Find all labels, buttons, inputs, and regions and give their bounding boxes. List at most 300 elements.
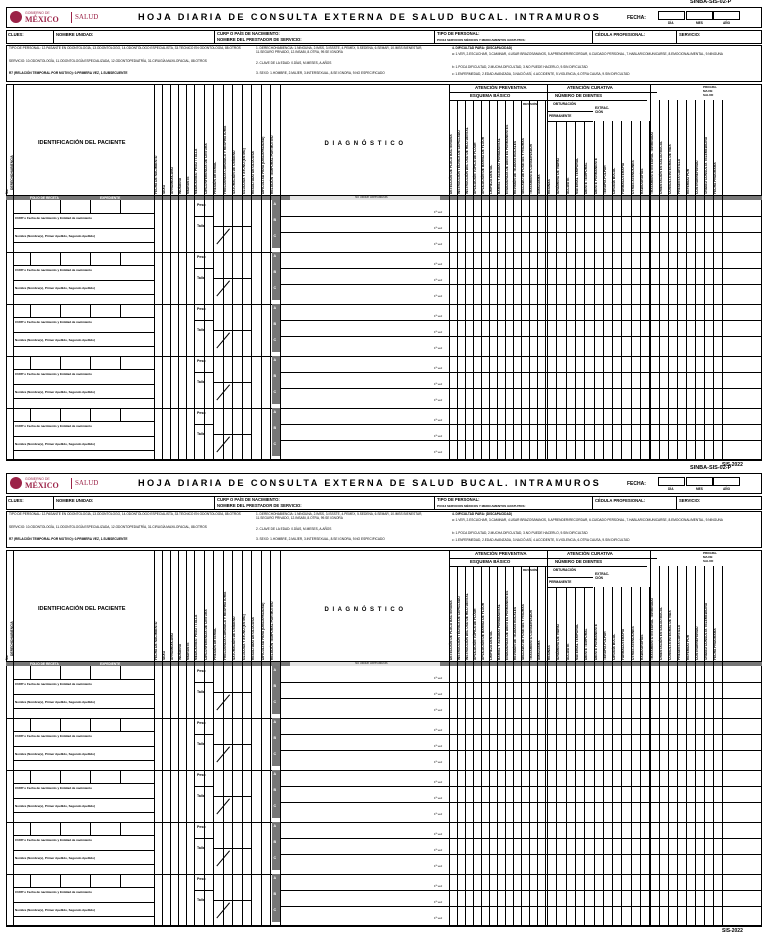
column-header: BARNIZ Y ALISADO PERIODONTAL <box>497 138 501 194</box>
basic-scheme-header: ESQUEMA BÁSICO <box>470 93 511 98</box>
code-letter: A <box>273 306 277 310</box>
rule-line <box>30 252 31 265</box>
rule-line <box>676 30 677 44</box>
code-letter: C <box>273 908 277 912</box>
rule-line <box>449 906 762 907</box>
logo-agency: SALUD <box>75 479 99 487</box>
rule-line <box>13 228 154 229</box>
rule-line <box>13 864 154 865</box>
unit-label: NOMBRE UNIDAD: <box>56 32 94 37</box>
code-letter: C <box>273 234 277 238</box>
form-code: SINBA-SIS-02-P <box>690 465 732 471</box>
rule-line <box>547 577 593 578</box>
rule-line <box>60 718 61 731</box>
rule-line <box>449 734 762 735</box>
rule-line <box>120 200 121 213</box>
rule-line <box>13 708 154 709</box>
column-header: BARNIZ Y ALISADO PERIODONTAL <box>497 604 501 660</box>
name-field-label: Nombre (Nombre(s), Primer Apellido, Segundo Apellido) <box>15 908 95 912</box>
rule-line <box>90 718 91 731</box>
column-header: ORIENTACIÓN EN SALUD BUCAL <box>659 140 664 194</box>
first-time-mark: 1ª vez <box>434 346 443 350</box>
column-header: DETECCIÓN DE PLACA BACTERIANA <box>449 134 453 194</box>
form-code: SINBA-SIS-02-P <box>690 0 732 5</box>
curp-field-label: CURP o Fecha de nacimiento y Entidad de nacimiento <box>15 734 92 738</box>
column-header: FARMACOTERAPIA <box>621 162 626 194</box>
weight-label: Peso <box>197 877 206 881</box>
column-header: RELACIÓN TEMPORAL POR MOTIVO <box>270 135 274 194</box>
patient-id-header: IDENTIFICACIÓN DEL PACIENTE <box>38 606 126 612</box>
rule-line <box>13 450 154 451</box>
rule-line <box>30 304 31 317</box>
column-header: RESULTADO DE GLUCOSA <box>251 617 255 660</box>
catalog-right: 1. DERECHOHABIENCIA: 1.NINGUNA, 2.IMSS, 3.ISSSTE, 4.PEMEX, 5.SEDENA, 6.SEMAR, 10.IMSS BIENESTAR, 11.SEGURO PRIVADO, 12.INSABI, 8.OTRA, 99.SE IGNORA <box>256 512 423 520</box>
column-header: ORIENTACIÓN EN SALUD BUCAL <box>659 606 664 660</box>
first-time-mark: 1ª vez <box>434 812 443 816</box>
rule-line <box>30 666 31 679</box>
first-time-mark: 1ª vez <box>434 382 443 386</box>
height-label: Talla <box>197 276 205 280</box>
curp-field-label: CURP o Fecha de nacimiento y Entidad de nacimiento <box>15 682 92 686</box>
first-time-mark: 1ª vez <box>434 242 443 246</box>
rule-line <box>120 770 121 783</box>
column-header: INDÍGENA <box>178 643 182 660</box>
column-header: MEDICIONES: PESO / TALLA <box>194 614 198 660</box>
name-field-label: Nombre (Nombre(s), Primer Apellido, Segundo Apellido) <box>15 286 95 290</box>
curp-field-label: CURP o Fecha de nacimiento y Entidad de nacimiento <box>15 890 92 894</box>
column-header: APLICACIÓN DE BARNIZ DE FLÚOR <box>481 136 485 194</box>
rule-line <box>194 268 213 269</box>
first-time-mark: 1ª vez <box>434 728 443 732</box>
column-header: AFROMEXICANO <box>170 632 174 660</box>
column-header: MATERIAL TEMPORAL <box>574 623 579 660</box>
column-header: DIENTE PERMANENTE <box>593 623 598 660</box>
curp-field-label: CURP o Fecha de nacimiento y Entidad de nacimiento <box>15 268 92 272</box>
catalog-sex: 3. SEXO: 1.HOMBRE, 2.MUJER, 3.INTERSEXUAL, 8.SE IGNORA, 9.NO ESPECIFICADO <box>256 71 385 75</box>
weight-label: Peso <box>197 203 206 207</box>
rule-line <box>434 30 435 44</box>
rule-line <box>545 100 546 460</box>
first-time-mark: 1ª vez <box>434 226 443 230</box>
rule-line <box>213 848 251 849</box>
rule-line <box>280 802 450 803</box>
rule-line <box>449 802 762 803</box>
column-header: TRATAMIENTO INTEGRAL TERMINADO <box>650 131 655 194</box>
weight-label: Peso <box>197 255 206 259</box>
rule-line <box>280 268 450 269</box>
column-header: FECHA PROGRAMA <box>712 162 717 194</box>
revision-header: REVISIÓN <box>523 568 538 572</box>
code-letter: B <box>273 788 277 792</box>
rule-line <box>13 835 154 836</box>
column-header: FECHA DE NACIMIENTO <box>154 155 158 194</box>
rule-line <box>449 216 762 217</box>
rule-line <box>13 384 154 385</box>
column-header: APLICACIÓN TÓPICA DE FLÚOR <box>473 142 477 194</box>
rule-line <box>449 336 762 337</box>
first-time-mark: 1ª vez <box>434 398 443 402</box>
rule-line <box>60 356 61 369</box>
column-header: SELLADO DE FOSETAS Y FISURAS <box>521 138 525 194</box>
column-header: DIENTE PERMANENTE <box>593 157 598 194</box>
rule-line <box>214 496 215 510</box>
rule-line <box>60 304 61 317</box>
diagnosis-header: D I A G N Ó S T I C O <box>324 141 405 147</box>
rule-line <box>13 346 154 347</box>
height-label: Talla <box>197 690 205 694</box>
column-header: GLUCOSA Y AYUNO (EN MG) <box>241 148 246 194</box>
weight-label: Peso <box>197 307 206 311</box>
staff-type-label: TIPO DE PERSONAL: <box>437 497 480 502</box>
license-label: CÉDULA PROFESIONAL: <box>595 32 646 37</box>
logo-gov: GOBIERNO DE <box>25 11 50 15</box>
curp-country-label: CURP O PAÍS DE NACIMIENTO: <box>217 31 280 36</box>
curative-header: ATENCIÓN CURATIVA <box>567 85 613 90</box>
rule-line <box>449 786 762 787</box>
rule-line <box>434 496 435 510</box>
rule-line <box>280 372 450 373</box>
catalog-r7: R7 (RELACIÓN TEMPORAL POR MOTIVO): 0.PRIMERA VEZ, 1.SUBSECUENTE <box>9 71 128 75</box>
rule-line <box>13 242 154 243</box>
date-caption: AÑO <box>723 21 731 25</box>
footer-code: SIS-2022 <box>722 928 743 934</box>
rule-line <box>13 550 14 926</box>
record-label: EXPEDIENTE <box>100 662 121 666</box>
date-field[interactable] <box>658 477 685 486</box>
program-header: PROGRA-MA DE SALUD <box>703 85 718 97</box>
column-header: AMALGAMA <box>537 174 541 194</box>
rule-line <box>280 698 450 699</box>
rule-line <box>194 890 213 891</box>
code-letter: B <box>273 322 277 326</box>
column-header: TRATAMIENTO CONSERVADOR <box>529 609 533 660</box>
column-header: DIFICULTAD PARA (DISCAPACIDAD) <box>260 602 265 660</box>
rule-line <box>194 424 213 425</box>
first-time-mark: 1ª vez <box>434 864 443 868</box>
first-time-mark: 1ª vez <box>434 210 443 214</box>
column-header: CIRUGÍA BUCAL <box>612 167 617 194</box>
rule-line <box>449 682 762 683</box>
date-field[interactable] <box>686 477 713 486</box>
column-header: OTRAS ATENCIONES <box>630 160 635 194</box>
rule-line <box>547 111 593 112</box>
rule-line <box>6 926 762 927</box>
column-header: INSTRUCCIÓN DEL USO DE HILO DENTAL <box>465 127 469 194</box>
column-header: SATURACIÓN DE OXÍGENO <box>232 616 236 660</box>
column-header: MATERIAL TEMPORAL <box>574 157 579 194</box>
rule-line <box>13 84 14 460</box>
code-letter: B <box>273 840 277 844</box>
staff-type-label: TIPO DE PERSONAL: <box>437 31 480 36</box>
pu-label: PU013 SERVICIOS MÉDICOS Y MEDICAMENTOS GRATUITOS: <box>437 504 526 508</box>
catalog-disability-c: c: 1.ENFERMEDAD, 2.EDAD AVANZADA, 3.NACIÓ ASÍ, 4.ACCIDENTE, 5.VIOLENCIA, 6.OTRA CAUSA, 9.SIN DIFICULTAD <box>452 538 630 542</box>
name-field-label: Nombre (Nombre(s), Primer Apellido, Segundo Apellido) <box>15 234 95 238</box>
code-letter: A <box>273 254 277 258</box>
preventive-header: ATENCIÓN PREVENTIVA <box>475 551 527 556</box>
catalog-age: 2. CLAVE DE LA EDAD: 0.DÍAS, M.MESES, A.AÑOS <box>256 61 332 65</box>
code-letter: C <box>273 338 277 342</box>
column-header: PRESENTA CARTILLA <box>677 159 681 194</box>
column-header: DERECHOHABIENCIA <box>10 621 14 656</box>
rule-line <box>280 750 450 751</box>
height-label: Talla <box>197 794 205 798</box>
column-header: MEDICIONES: PESO / TALLA <box>194 148 198 194</box>
column-header: INSTRUCCIÓN DEL USO DE HILO DENTAL <box>465 593 469 660</box>
column-header: DIENTE TEMPORAL <box>584 628 589 660</box>
no-abbrev-note: No utilizar abreviaturas <box>355 195 388 199</box>
prescription-label: FOLIO DE RECETA <box>30 662 59 666</box>
rule-line <box>90 822 91 835</box>
column-header: INDÍGENA <box>178 177 182 194</box>
rule-line <box>449 424 762 425</box>
code-letter: B <box>273 374 277 378</box>
column-header: GLUCOSA Y AYUNO (EN MG) <box>241 614 246 660</box>
rule-line <box>449 566 549 567</box>
rule-line <box>60 200 61 213</box>
rule-line <box>13 798 154 799</box>
rule-line <box>60 822 61 835</box>
column-header: INSTRUCCIÓN TÉCNICA DE CEPILLADO <box>457 130 461 194</box>
revision-header: REVISIÓN <box>523 102 538 106</box>
code-letter: C <box>273 390 277 394</box>
height-label: Talla <box>197 742 205 746</box>
rule-line <box>13 280 154 281</box>
clues-label: CLUES: <box>8 32 24 37</box>
rule-line <box>13 783 154 784</box>
first-time-mark: 1ª vez <box>434 916 443 920</box>
column-header: ALCASITE <box>565 643 570 660</box>
rule-line <box>120 718 121 731</box>
rule-line <box>449 750 762 751</box>
rule-line <box>30 200 31 213</box>
rule-line <box>449 284 762 285</box>
logo <box>10 476 110 492</box>
rule-line <box>545 566 546 926</box>
permanent-header: PERMANENTE <box>549 580 572 584</box>
rule-line <box>280 84 281 460</box>
date-caption: DÍA <box>668 21 674 25</box>
rule-line <box>449 440 762 441</box>
teeth-count-header: NÚMERO DE DIENTES <box>555 93 603 98</box>
rule-line <box>213 382 251 383</box>
code-letter: B <box>273 892 277 896</box>
rule-line <box>53 496 54 510</box>
code-letter: A <box>273 410 277 414</box>
rule-line <box>13 679 154 680</box>
service-label: SERVICIO: <box>679 498 701 503</box>
curp-field-label: CURP o Fecha de nacimiento y Entidad de nacimiento <box>15 216 92 220</box>
column-header: MIGRANTE <box>186 642 190 660</box>
code-letter: C <box>273 804 277 808</box>
first-time-mark: 1ª vez <box>434 744 443 748</box>
code-letter: A <box>273 202 277 206</box>
column-header: ALCASITE <box>565 177 570 194</box>
rule-line <box>592 496 593 510</box>
rule-line <box>13 213 154 214</box>
footer-code: SIS-2022 <box>722 462 743 468</box>
unit-label: NOMBRE UNIDAD: <box>56 498 94 503</box>
column-header: INSTRUCCIÓN TÉCNICA DE CEPILLADO <box>457 596 461 660</box>
rule-line <box>13 332 154 333</box>
first-time-mark: 1ª vez <box>434 884 443 888</box>
unit-box <box>6 496 762 510</box>
rule-line <box>547 100 647 101</box>
first-time-mark: 1ª vez <box>434 708 443 712</box>
first-time-mark: 1ª vez <box>434 278 443 282</box>
name-field-label: Nombre (Nombre(s), Primer Apellido, Segundo Apellido) <box>15 700 95 704</box>
catalog-disability: 4. DIFICULTAD PARA: (DISCAPACIDAD) <box>452 46 513 50</box>
date-field[interactable] <box>658 11 685 20</box>
date-caption: MES <box>696 487 703 491</box>
rule-line <box>213 330 251 331</box>
column-header: SELLADO DE FOSETAS Y FISURAS <box>521 604 525 660</box>
first-time-mark: 1ª vez <box>434 434 443 438</box>
first-time-mark: 1ª vez <box>434 418 443 422</box>
column-header: UNIDAD CONSULTA TELEMEDICINA <box>703 602 708 660</box>
rule-line <box>449 268 762 269</box>
column-header: DIFICULTAD PARA (DISCAPACIDAD) <box>260 136 265 194</box>
rule-line <box>90 252 91 265</box>
rule-line <box>194 786 213 787</box>
height-label: Talla <box>197 432 205 436</box>
rule-line <box>280 320 450 321</box>
column-header: RESINAS <box>547 179 551 194</box>
rule-line <box>449 232 762 233</box>
rule-line <box>60 252 61 265</box>
column-header: LIMPIEZA DENTAL <box>489 164 493 194</box>
column-header: AFROMEXICANO <box>170 166 174 194</box>
column-header: MIGRANTE <box>186 176 190 194</box>
date-caption: MES <box>696 21 703 25</box>
sheet <box>0 465 768 934</box>
rule-line <box>30 408 31 421</box>
date-field[interactable] <box>713 11 740 20</box>
rule-line <box>280 786 450 787</box>
rule-line <box>6 460 762 461</box>
rule-line <box>194 320 213 321</box>
rule-line <box>13 317 154 318</box>
first-time-mark: 1ª vez <box>434 450 443 454</box>
height-label: Talla <box>197 224 205 228</box>
first-time-mark: 1ª vez <box>434 262 443 266</box>
code-letter: C <box>273 442 277 446</box>
rule-line <box>120 304 121 317</box>
height-label: Talla <box>197 380 205 384</box>
catalog-disability-c: c: 1.ENFERMEDAD, 2.EDAD AVANZADA, 3.NACIÓ ASÍ, 4.ACCIDENTE, 5.VIOLENCIA, 6.OTRA CAUSA, 9.SIN DIFICULTAD <box>452 72 630 76</box>
column-header: CONSULTA INTEGRAL DE VIDA <box>668 610 673 660</box>
date-field[interactable] <box>713 477 740 486</box>
license-label: CÉDULA PROFESIONAL: <box>595 498 646 503</box>
rule-line <box>120 252 121 265</box>
rule-line <box>13 398 154 399</box>
date-caption: DÍA <box>668 487 674 491</box>
column-header: REFERIDO POR <box>685 634 690 660</box>
curp-field-label: CURP o Fecha de nacimiento y Entidad de nacimiento <box>15 786 92 790</box>
catalog-r7: R7 (RELACIÓN TEMPORAL POR MOTIVO): 0.PRIMERA VEZ, 1.SUBSECUENTE <box>9 537 128 541</box>
rule-line <box>13 731 154 732</box>
code-letter: B <box>273 270 277 274</box>
service-label: SERVICIO: <box>679 32 701 37</box>
rule-line <box>120 874 121 887</box>
form-title: HOJA DIARIA DE CONSULTA EXTERNA DE SALUD BUCAL. INTRAMUROS <box>138 12 602 22</box>
column-header: SEXO <box>162 650 166 660</box>
rule-line <box>280 734 450 735</box>
clues-label: CLUES: <box>8 498 24 503</box>
first-time-mark: 1ª vez <box>434 760 443 764</box>
first-time-mark: 1ª vez <box>434 848 443 852</box>
catalog-staff: TIPO DE PERSONAL: 12.PASANTE EN ODONTOLOGÍA, 13.ODONTÓLOGO, 14.ODONTÓLOGO ESPECIALISTA, 33.TÉCNICO EN ODONTOLOGÍA, 88.OTROS <box>9 512 241 516</box>
rule-line <box>120 822 121 835</box>
catalog-staff: TIPO DE PERSONAL: 12.PASANTE EN ODONTOLOGÍA, 13.ODONTÓLOGO, 14.ODONTÓLOGO ESPECIALISTA, 33.TÉCNICO EN ODONTOLOGÍA, 88.OTROS <box>9 46 241 50</box>
filling-header: OBTURACIÓN <box>553 102 576 106</box>
curp-country-label: CURP O PAÍS DE NACIMIENTO: <box>217 497 280 502</box>
column-header: No. <box>5 188 9 194</box>
rule-line <box>280 906 450 907</box>
rule-line <box>13 294 154 295</box>
rule-line <box>13 812 154 813</box>
column-header: ENDODONCIA DE DIENTES PERMANENTES <box>505 590 509 660</box>
date-field[interactable] <box>686 11 713 20</box>
column-header: DERECHOHABIENCIA <box>10 155 14 190</box>
rule-line <box>547 121 593 122</box>
column-header: SEXO <box>162 184 166 194</box>
first-time-mark: 1ª vez <box>434 832 443 836</box>
rule-line <box>213 434 251 435</box>
catalog-disability-a: a: 1.VER, 2.ESCUCHAR, 3.CAMINAR, 4.USAR BRAZOS/MANOS, 5.APRENDER/RECORDAR, 6.CUIDADO PERSONAL, 7.HABLAR/COMUNICARSE, 8.EMOCIONAL/MENTAL, 9.NINGUNA <box>452 518 723 522</box>
rule-line <box>676 496 677 510</box>
first-time-mark: 1ª vez <box>434 692 443 696</box>
rule-line <box>449 698 762 699</box>
catalog-disability-b: b: 1.POCA DIFICULTAD, 2.MUCHA DIFICULTAD, 3.NO PUEDE HACERLO, 9.SIN DIFICULTAD <box>452 531 588 535</box>
rule-line <box>280 424 450 425</box>
code-letter: A <box>273 772 277 776</box>
weight-label: Peso <box>197 773 206 777</box>
rule-line <box>213 692 251 693</box>
name-field-label: Nombre (Nombre(s), Primer Apellido, Segundo Apellido) <box>15 804 95 808</box>
rule-line <box>53 30 54 44</box>
prescription-label: FOLIO DE RECETA <box>30 196 59 200</box>
no-abbrev-note: No utilizar abreviaturas <box>355 661 388 665</box>
rule-line <box>449 890 762 891</box>
code-letter: A <box>273 720 277 724</box>
rule-line <box>213 796 251 797</box>
record-label: EXPEDIENTE <box>100 196 121 200</box>
pu-label: PU013 SERVICIOS MÉDICOS Y MEDICAMENTOS GRATUITOS: <box>437 38 526 42</box>
filling-header: OBTURACIÓN <box>553 568 576 572</box>
rule-line <box>13 421 154 422</box>
rule-line <box>60 874 61 887</box>
column-header: FECHA PROGRAMA <box>712 628 717 660</box>
rule-line <box>449 854 762 855</box>
rule-line <box>213 278 251 279</box>
seal-icon <box>10 477 22 489</box>
name-field-label: Nombre (Nombre(s), Primer Apellido, Segundo Apellido) <box>15 390 95 394</box>
rule-line <box>90 304 91 317</box>
column-header: UNIDAD CONSULTA TELEMEDICINA <box>703 136 708 194</box>
unit-box <box>6 30 762 44</box>
code-letter: B <box>273 218 277 222</box>
rule-line <box>280 854 450 855</box>
rule-line <box>213 744 251 745</box>
rule-line <box>120 408 121 421</box>
rule-line <box>280 216 450 217</box>
column-header: RESULTADO DE GLUCOSA <box>251 151 255 194</box>
provider-label: NOMBRE DEL PRESTADOR DE SERVICIO: <box>217 37 302 42</box>
column-header: REVISIÓN DE TEJIDOS BUCALES <box>513 140 517 194</box>
preventive-header: ATENCIÓN PREVENTIVA <box>475 85 527 90</box>
rule-line <box>13 916 154 917</box>
column-header: REVISIÓN DE TEJIDOS BUCALES <box>513 606 517 660</box>
